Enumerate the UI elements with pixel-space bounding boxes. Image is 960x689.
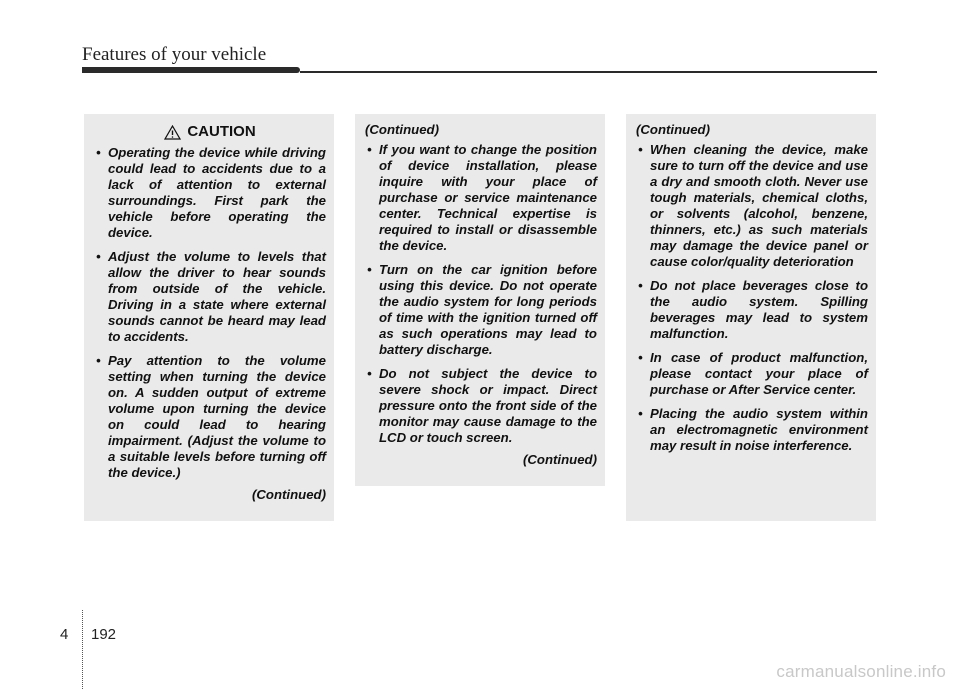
continued-box-3: [626, 114, 876, 521]
caution-heading: [94, 122, 326, 142]
page-number: 192: [91, 626, 117, 643]
continued-footer: (Continued): [523, 452, 597, 467]
watermark: carmanualsonline.info: [776, 662, 946, 681]
list-item: • Do not subject the device to severe shock or impact. Direct pressure onto the front side of the monitor may cause damage to the LCD or touch screen.: [365, 366, 597, 446]
warning-triangle-icon: [164, 125, 181, 140]
continued-box-2: [355, 114, 605, 486]
list-item: • Placing the audio system within an electromagnetic environment may result in noise interference.: [636, 406, 868, 454]
page-divider: [82, 610, 83, 689]
caution-box: [84, 114, 334, 521]
list-item: • Operating the device while driving could lead to accidents due to a lack of attention to external surroundings. First park the vehicle before operating the device.: [94, 145, 326, 241]
list-item: • When cleaning the device, make sure to turn off the device and use a dry and smooth cloth. Never use tough materials, chemical cloths, or solvents (alcohol, benzene, thinners, etc.) as such materials may damage the device panel or cause color/quality deterioration: [636, 142, 868, 270]
list-item: • If you want to change the position of device installation, please inquire with your place of purchase or service maintenance center. Technical expertise is required to install or disassemble the device.: [365, 142, 597, 254]
page-header-title: Features of your vehicle: [82, 44, 267, 65]
chapter-number: 4: [60, 626, 69, 643]
list-item: • In case of product malfunction, please contact your place of purchase or After Service center.: [636, 350, 868, 398]
continued-heading: (Continued): [365, 122, 439, 137]
caution-list: [636, 142, 868, 454]
caution-list: [365, 142, 597, 446]
list-item: • Adjust the volume to levels that allow the driver to hear sounds from outside of the vehicle. Driving in a state where external sounds cannot be heard may lead to accidents.: [94, 249, 326, 345]
caution-label: CAUTION: [187, 123, 256, 140]
list-item: • Turn on the car ignition before using this device. Do not operate the audio system for long periods of time with the ignition turned off as such operations may lead to battery discharge.: [365, 262, 597, 358]
continued-footer: (Continued): [252, 487, 326, 502]
header-rule-thin: [300, 71, 877, 73]
list-item: • Pay attention to the volume setting when turning the device on. A sudden output of extreme volume upon turning the device on could lead to hearing impairment. (Adjust the volume to a suitable levels before turning off the device.): [94, 353, 326, 481]
header-rule-thick: [82, 67, 300, 73]
caution-list: [94, 145, 326, 481]
continued-heading: (Continued): [636, 122, 710, 137]
list-item: • Do not place beverages close to the audio system. Spilling beverages may lead to system malfunction.: [636, 278, 868, 342]
